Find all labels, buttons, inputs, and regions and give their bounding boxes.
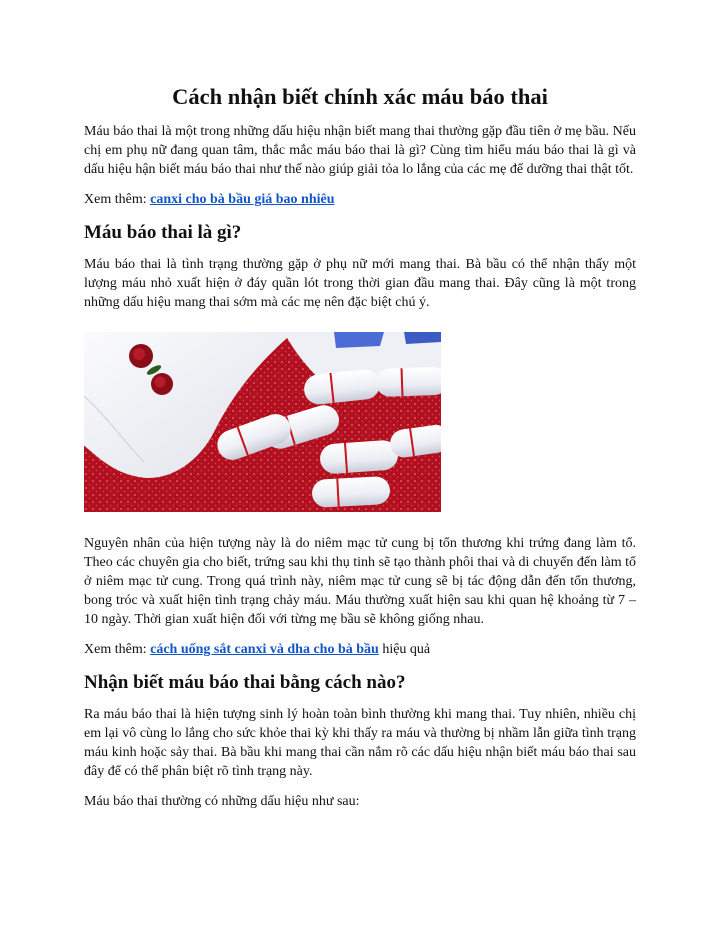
section1-heading: Máu báo thai là gì? bbox=[84, 222, 242, 243]
see-more-1 bbox=[84, 190, 636, 209]
see-more-2-link[interactable]: cách uống sắt canxi và dha cho bà bầu bbox=[150, 642, 379, 657]
see-more-1-prefix: Xem thêm: bbox=[84, 192, 151, 207]
section1-paragraph: Máu báo thai là tình trạng thường gặp ở phụ nữ mới mang thai. Bà bầu có thể nhận thấy một lượng máu nhỏ xuất hiện ở đáy quần lót trong thời gian đầu mang thai. Đây cũng là một trong những dấu hiệu mang thai sớm mà các mẹ nên đặc biệt chú ý. bbox=[84, 257, 636, 310]
document-page bbox=[84, 82, 636, 822]
see-more-2-prefix: Xem thêm: bbox=[84, 642, 151, 657]
section2-paragraph-1: Ra máu báo thai là hiện tượng sinh lý hoàn toàn bình thường khi mang thai. Tuy nhiên, nhiều chị em lại vô cùng lo lắng cho sức khỏe thai kỳ khi thấy ra máu và thường bị nhầm lẫn giữa tình trạng máu kinh hoặc sảy thai. Bà bầu khi mang thai cần nắm rõ các dấu hiệu nhận biết máu báo thai sau đây để có thể phân biệt rõ tình trạng này. bbox=[84, 707, 636, 779]
section2-heading: Nhận biết máu báo thai bằng cách nào? bbox=[84, 672, 406, 693]
page-title: Cách nhận biết chính xác máu báo thai bbox=[172, 84, 548, 109]
section2-paragraph-2: Máu báo thai thường có những dấu hiệu như sau: bbox=[84, 794, 360, 809]
see-more-2 bbox=[84, 640, 636, 659]
cause-paragraph: Nguyên nhân của hiện tượng này là do niêm mạc tử cung bị tổn thương khi trứng đang làm tổ. Theo các chuyên gia cho biết, trứng sau khi thụ tinh sẽ tạo thành phôi thai và di chuyển đến làm tổ ở niêm mạc tử cung. Trong quá trình này, niêm mạc tử cung sẽ bị tác động dẫn đến tổn thương, bong tróc và xuất hiện tình trạng chảy máu. Máu thường xuất hiện sau khi quan hệ khoảng từ 7 – 10 ngày. Thời gian xuất hiện đối với từng mẹ bầu sẽ không giống nhau. bbox=[84, 536, 636, 627]
intro-paragraph: Máu báo thai là một trong những dấu hiệu nhận biết mang thai thường gặp đầu tiên ở mẹ bầu. Nếu chị em phụ nữ đang quan tâm, thắc mắc máu báo thai là gì? Cùng tìm hiểu máu báo thai là gì và dấu hiệu hận biết máu báo thai như thế nào giúp giải tỏa lo lắng của các mẹ để dưỡng thai thật tốt. bbox=[84, 124, 636, 177]
sanitary-products-photo bbox=[84, 332, 441, 512]
see-more-2-suffix: hiệu quả bbox=[378, 642, 431, 657]
see-more-1-link[interactable]: canxi cho bà bầu giá bao nhiêu bbox=[150, 192, 335, 207]
